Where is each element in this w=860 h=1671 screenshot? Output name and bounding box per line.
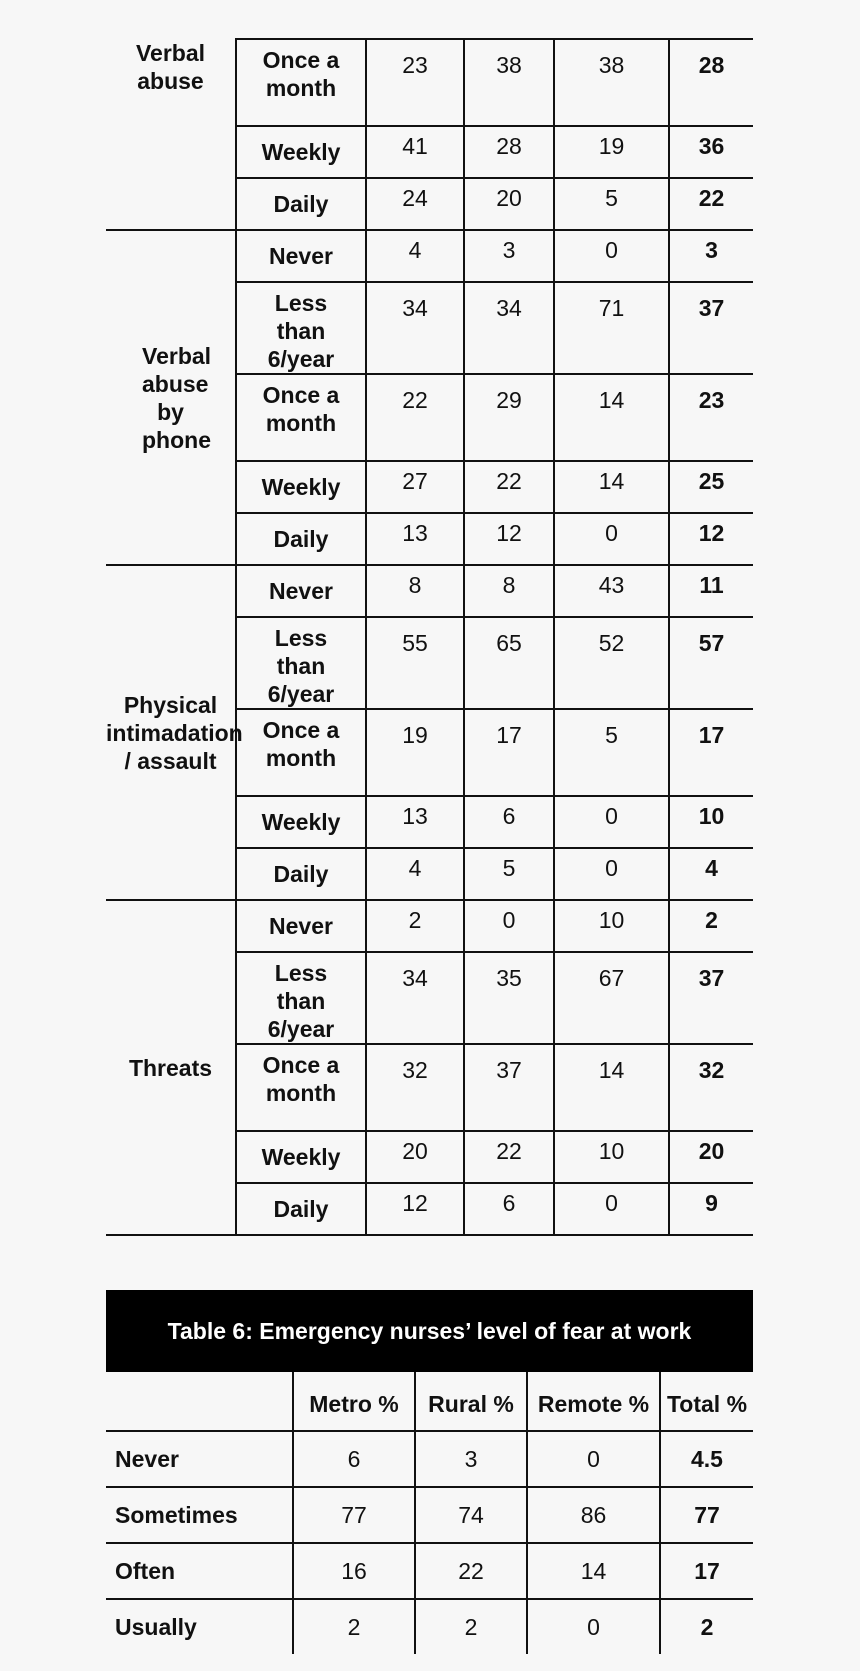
total-value: 11 — [669, 565, 753, 617]
table-row — [106, 1543, 753, 1599]
row-label: Often — [106, 1543, 293, 1599]
frequency-label: Weekly — [236, 126, 366, 178]
metro-value: 4 — [366, 230, 464, 282]
total-value: 4.5 — [660, 1431, 753, 1487]
metro-value: 22 — [366, 374, 464, 461]
remote-value: 10 — [554, 900, 669, 952]
frequency-label: Never — [236, 565, 366, 617]
remote-value: 0 — [554, 848, 669, 900]
metro-value: 24 — [366, 178, 464, 230]
remote-value: 5 — [554, 178, 669, 230]
frequency-label: Once a month — [236, 39, 366, 126]
header-metro: Metro % — [293, 1372, 415, 1431]
row-label: Usually — [115, 1613, 197, 1640]
rural-value: 65 — [464, 617, 554, 709]
frequency-label: Never — [236, 230, 366, 282]
metro-value: 41 — [366, 126, 464, 178]
rural-value: 74 — [415, 1487, 527, 1543]
remote-value: 71 — [554, 282, 669, 374]
frequency-label: Daily — [236, 848, 366, 900]
table-5-continued — [106, 38, 753, 1236]
frequency-label: Once a month — [236, 1044, 366, 1131]
frequency-label: Weekly — [236, 1131, 366, 1183]
remote-value: 67 — [554, 952, 669, 1044]
table-6-header-row — [106, 1372, 753, 1431]
metro-value: 2 — [293, 1599, 415, 1654]
total-value: 37 — [669, 952, 753, 1044]
rural-value: 3 — [415, 1431, 527, 1487]
header-total: Total % — [660, 1372, 753, 1431]
table-row — [106, 39, 753, 126]
total-value: 9 — [669, 1183, 753, 1235]
remote-value: 0 — [554, 1183, 669, 1235]
frequency-label: Never — [236, 900, 366, 952]
metro-value: 6 — [293, 1431, 415, 1487]
total-value: 20 — [669, 1131, 753, 1183]
category-label: Physical intimadation / assault — [106, 565, 236, 900]
rural-value: 20 — [464, 178, 554, 230]
total-value: 4 — [669, 848, 753, 900]
frequency-label: Daily — [236, 513, 366, 565]
remote-value: 0 — [554, 513, 669, 565]
total-value: 28 — [669, 39, 753, 126]
total-value: 10 — [669, 796, 753, 848]
metro-value: 32 — [366, 1044, 464, 1131]
total-value: 22 — [669, 178, 753, 230]
metro-value: 55 — [366, 617, 464, 709]
frequency-label: Less than 6/year — [236, 617, 366, 709]
metro-value: 23 — [366, 39, 464, 126]
table-6 — [106, 1372, 753, 1654]
row-label: Never — [106, 1431, 293, 1487]
header-empty — [106, 1372, 293, 1431]
remote-value: 14 — [527, 1543, 660, 1599]
table-row — [106, 565, 753, 617]
header-rural: Rural % — [415, 1372, 527, 1431]
remote-value: 10 — [554, 1131, 669, 1183]
table-row — [106, 1487, 753, 1543]
remote-value: 38 — [554, 39, 669, 126]
total-value: 2 — [660, 1599, 753, 1654]
rural-value: 38 — [464, 39, 554, 126]
metro-value: 27 — [366, 461, 464, 513]
total-value: 57 — [669, 617, 753, 709]
total-value: 17 — [660, 1543, 753, 1599]
total-value: 25 — [669, 461, 753, 513]
category-label: Verbal abuse by phone — [106, 230, 236, 565]
metro-value: 13 — [366, 796, 464, 848]
remote-value: 14 — [554, 374, 669, 461]
metro-value: 4 — [366, 848, 464, 900]
category-label: Verbal abuse — [135, 40, 206, 94]
metro-value: 34 — [366, 952, 464, 1044]
rural-value: 37 — [464, 1044, 554, 1131]
frequency-label: Once a month — [236, 709, 366, 796]
table-row — [106, 1599, 753, 1654]
total-value: 3 — [669, 230, 753, 282]
category-label: Threats — [106, 900, 236, 1235]
remote-value: 0 — [554, 230, 669, 282]
remote-value: 0 — [554, 796, 669, 848]
rural-value: 29 — [464, 374, 554, 461]
table-row — [106, 1431, 753, 1487]
rural-value: 0 — [464, 900, 554, 952]
total-value: 36 — [669, 126, 753, 178]
rural-value: 3 — [464, 230, 554, 282]
remote-value: 0 — [527, 1431, 660, 1487]
rural-value: 5 — [464, 848, 554, 900]
metro-value: 19 — [366, 709, 464, 796]
total-value: 12 — [669, 513, 753, 565]
rural-value: 35 — [464, 952, 554, 1044]
rural-value: 22 — [464, 1131, 554, 1183]
remote-value: 14 — [554, 461, 669, 513]
metro-value: 12 — [366, 1183, 464, 1235]
frequency-label: Weekly — [236, 461, 366, 513]
total-value: 23 — [669, 374, 753, 461]
rural-value: 34 — [464, 282, 554, 374]
frequency-label: Less than 6/year — [236, 952, 366, 1044]
remote-value: 43 — [554, 565, 669, 617]
metro-value: 8 — [366, 565, 464, 617]
table-row — [106, 900, 753, 952]
frequency-label: Once a month — [236, 374, 366, 461]
rural-value: 17 — [464, 709, 554, 796]
remote-value: 86 — [527, 1487, 660, 1543]
total-value: 32 — [669, 1044, 753, 1131]
rural-value: 8 — [464, 565, 554, 617]
frequency-label: Daily — [236, 178, 366, 230]
metro-value: 77 — [293, 1487, 415, 1543]
frequency-label: Less than 6/year — [236, 282, 366, 374]
total-value: 37 — [669, 282, 753, 374]
remote-value: 0 — [527, 1599, 660, 1654]
table-6-title: Table 6: Emergency nurses’ level of fear at work — [106, 1290, 753, 1372]
metro-value: 13 — [366, 513, 464, 565]
metro-value: 2 — [366, 900, 464, 952]
frequency-label: Daily — [236, 1183, 366, 1235]
rural-value: 2 — [415, 1599, 527, 1654]
remote-value: 52 — [554, 617, 669, 709]
rural-value: 6 — [464, 1183, 554, 1235]
rural-value: 28 — [464, 126, 554, 178]
remote-value: 5 — [554, 709, 669, 796]
total-value: 77 — [660, 1487, 753, 1543]
row-label: Sometimes — [106, 1487, 293, 1543]
remote-value: 14 — [554, 1044, 669, 1131]
total-value: 2 — [669, 900, 753, 952]
remote-value: 19 — [554, 126, 669, 178]
header-remote: Remote % — [527, 1372, 660, 1431]
table-row — [106, 230, 753, 282]
metro-value: 34 — [366, 282, 464, 374]
total-value: 17 — [669, 709, 753, 796]
metro-value: 20 — [366, 1131, 464, 1183]
rural-value: 6 — [464, 796, 554, 848]
rural-value: 12 — [464, 513, 554, 565]
rural-value: 22 — [415, 1543, 527, 1599]
metro-value: 16 — [293, 1543, 415, 1599]
rural-value: 22 — [464, 461, 554, 513]
frequency-label: Weekly — [236, 796, 366, 848]
